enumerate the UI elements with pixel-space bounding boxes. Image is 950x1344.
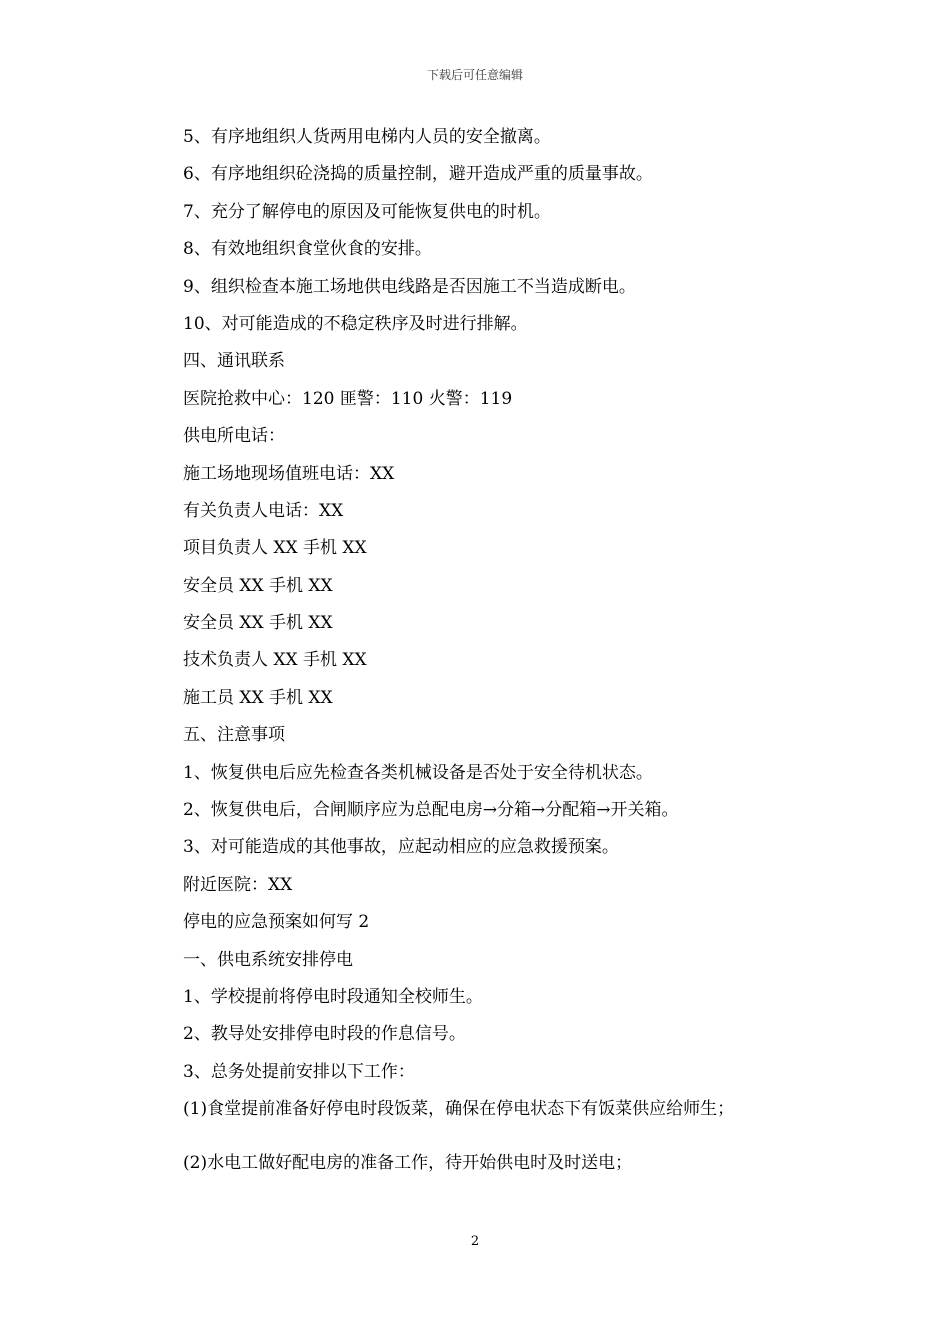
document-body xyxy=(183,127,843,1191)
page-number: 2 xyxy=(470,1234,480,1249)
text-line: 2、教导处安排停电时段的作息信号。 xyxy=(183,1024,466,1045)
text-line: 5、有序地组织人货两用电梯内人员的安全撤离。 xyxy=(183,127,551,147)
text-line: 3、总务处提前安排以下工作： xyxy=(183,1061,415,1082)
text-line: 项目负责人 XX 手机 XX xyxy=(183,538,367,559)
text-line: 10、对可能造成的不稳定秩序及时进行排解。 xyxy=(183,313,528,334)
text-line: 8、有效地组织食堂伙食的安排。 xyxy=(183,239,432,260)
text-line: 医院抢救中心：120 匪警：110 火警：119 xyxy=(183,388,513,409)
text-line: 1、恢复供电后应先检查各类机械设备是否处于安全待机状态。 xyxy=(183,762,653,783)
text-line: 9、组织检查本施工场地供电线路是否因施工不当造成断电。 xyxy=(183,276,636,297)
text-line: 有关负责人电话：XX xyxy=(183,500,344,521)
text-line: (2)水电工做好配电房的准备工作，待开始供电时及时送电； xyxy=(183,1153,633,1174)
page-header: 下载后可任意编辑 xyxy=(426,68,523,82)
text-line: 2、恢复供电后，合闸顺序应为总配电房→分箱→分配箱→开关箱。 xyxy=(183,800,679,821)
text-line: 安全员 XX 手机 XX xyxy=(183,613,333,634)
text-line: 6、有序地组织砼浇捣的质量控制，避开造成严重的质量事故。 xyxy=(183,164,653,185)
text-line: 附近医院：XX xyxy=(183,874,293,895)
text-line: (1)食堂提前准备好停电时段饭菜，确保在停电状态下有饭菜供应给师生； xyxy=(183,1099,735,1120)
section-heading: 一、供电系统安排停电 xyxy=(183,949,353,970)
text-line: 安全员 XX 手机 XX xyxy=(183,575,333,596)
text-line: 7、充分了解停电的原因及可能恢复供电的时机。 xyxy=(183,201,551,222)
text-line: 供电所电话： xyxy=(183,426,285,447)
text-line: 3、对可能造成的其他事故，应起动相应的应急救援预案。 xyxy=(183,837,619,858)
text-line: 施工场地现场值班电话：XX xyxy=(183,463,395,484)
text-line: 技术负责人 XX 手机 XX xyxy=(183,650,367,671)
document-title: 停电的应急预案如何写 2 xyxy=(183,912,370,933)
section-heading: 五、注意事项 xyxy=(183,725,285,746)
section-heading: 四、通讯联系 xyxy=(183,351,285,372)
text-line: 施工员 XX 手机 XX xyxy=(183,687,333,708)
text-line: 1、学校提前将停电时段通知全校师生。 xyxy=(183,986,483,1007)
